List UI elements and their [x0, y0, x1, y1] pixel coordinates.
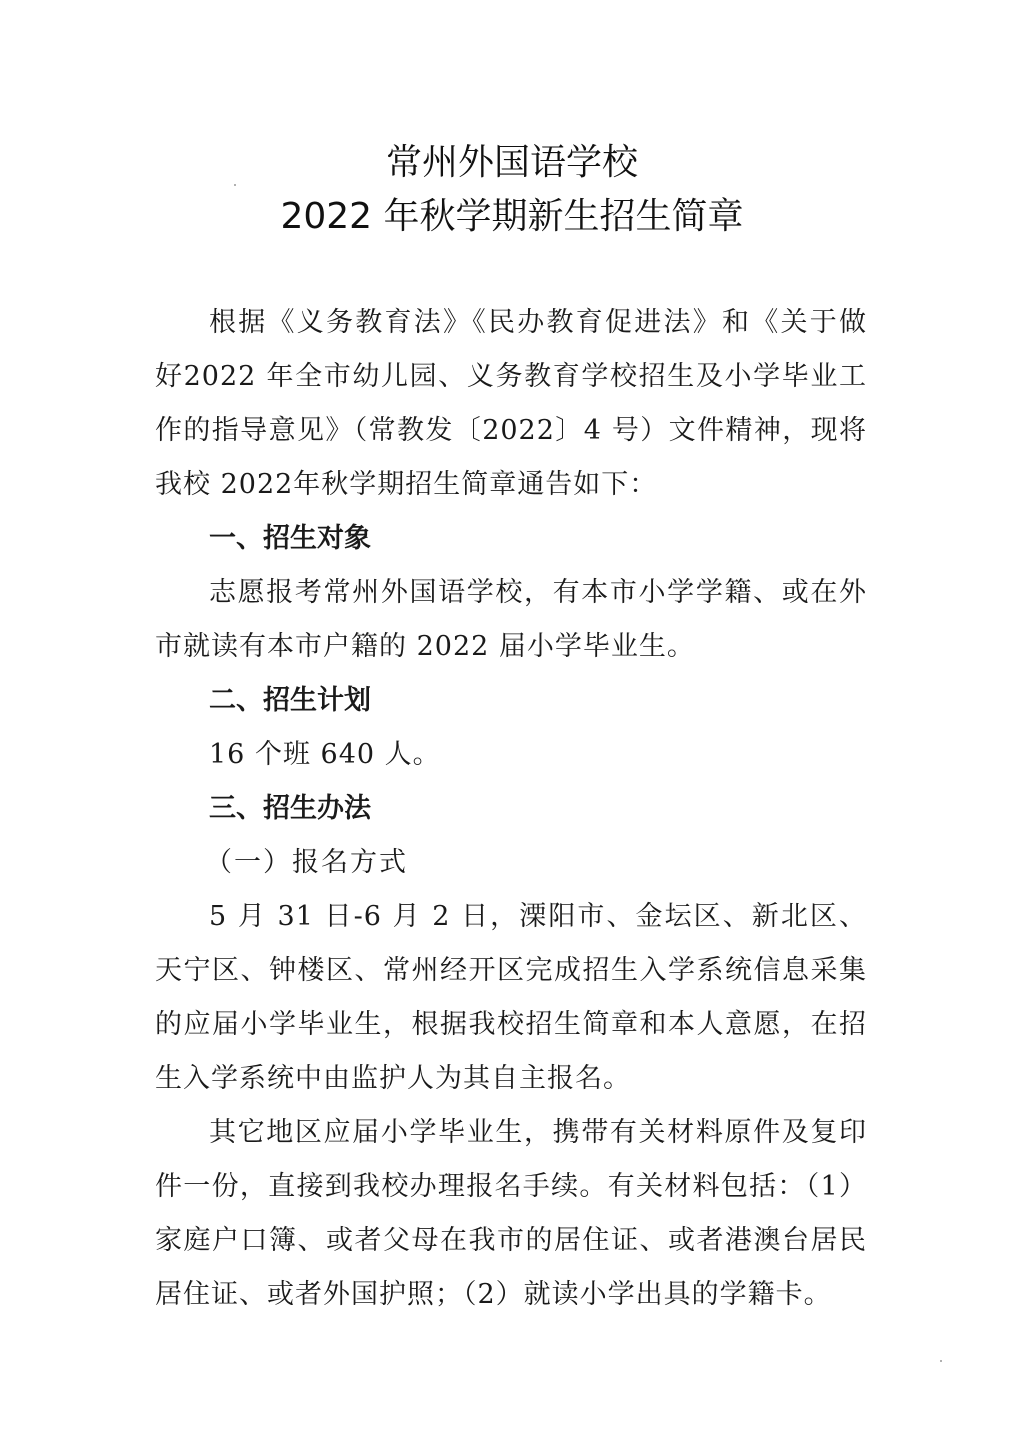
- section-3-paragraph-2: 其它地区应届小学毕业生，携带有关材料原件及复印件一份，直接到我校办理报名手续。有关材料包括：（1）家庭户口簿、或者父母在我市的居住证、或者港澳台居民居住证、或者外国护照；（2）就读小学出具的学籍卡。: [155, 1117, 867, 1310]
- subsection-heading-1: （一）报名方式: [205, 847, 408, 878]
- intro-paragraph: 根据《义务教育法》《民办教育促进法》和《关于做好2022 年全市幼儿园、义务教育学校招生及小学毕业工作的指导意见》（常教发〔2022〕4 号）文件精神，现将我校 2022年秋学期招生简章通告如下：: [155, 307, 867, 500]
- section-3-paragraph-1: 5 月 31 日-6 月 2 日，溧阳市、金坛区、新北区、天宁区、钟楼区、常州经开区完成招生入学系统信息采集的应届小学毕业生，根据我校招生简章和本人意愿，在招生入学系统中由监护人为其自主报名。: [155, 901, 867, 1094]
- section-heading-3: 三、招生办法: [209, 793, 371, 824]
- document-title-school: 常州外国语学校: [385, 142, 638, 183]
- section-heading-1: 一、招生对象: [209, 523, 371, 554]
- document-title-notice: 2022 年秋学期新生招生简章: [280, 196, 744, 237]
- section-2-paragraph: 16 个班 640 人。: [209, 739, 441, 770]
- section-heading-2: 二、招生计划: [209, 685, 371, 716]
- section-1-paragraph: 志愿报考常州外国语学校，有本市小学学籍、或在外市就读有本市户籍的 2022 届小学毕业生。: [155, 577, 867, 662]
- scan-speck: [234, 184, 236, 186]
- scan-speck: [940, 1360, 942, 1362]
